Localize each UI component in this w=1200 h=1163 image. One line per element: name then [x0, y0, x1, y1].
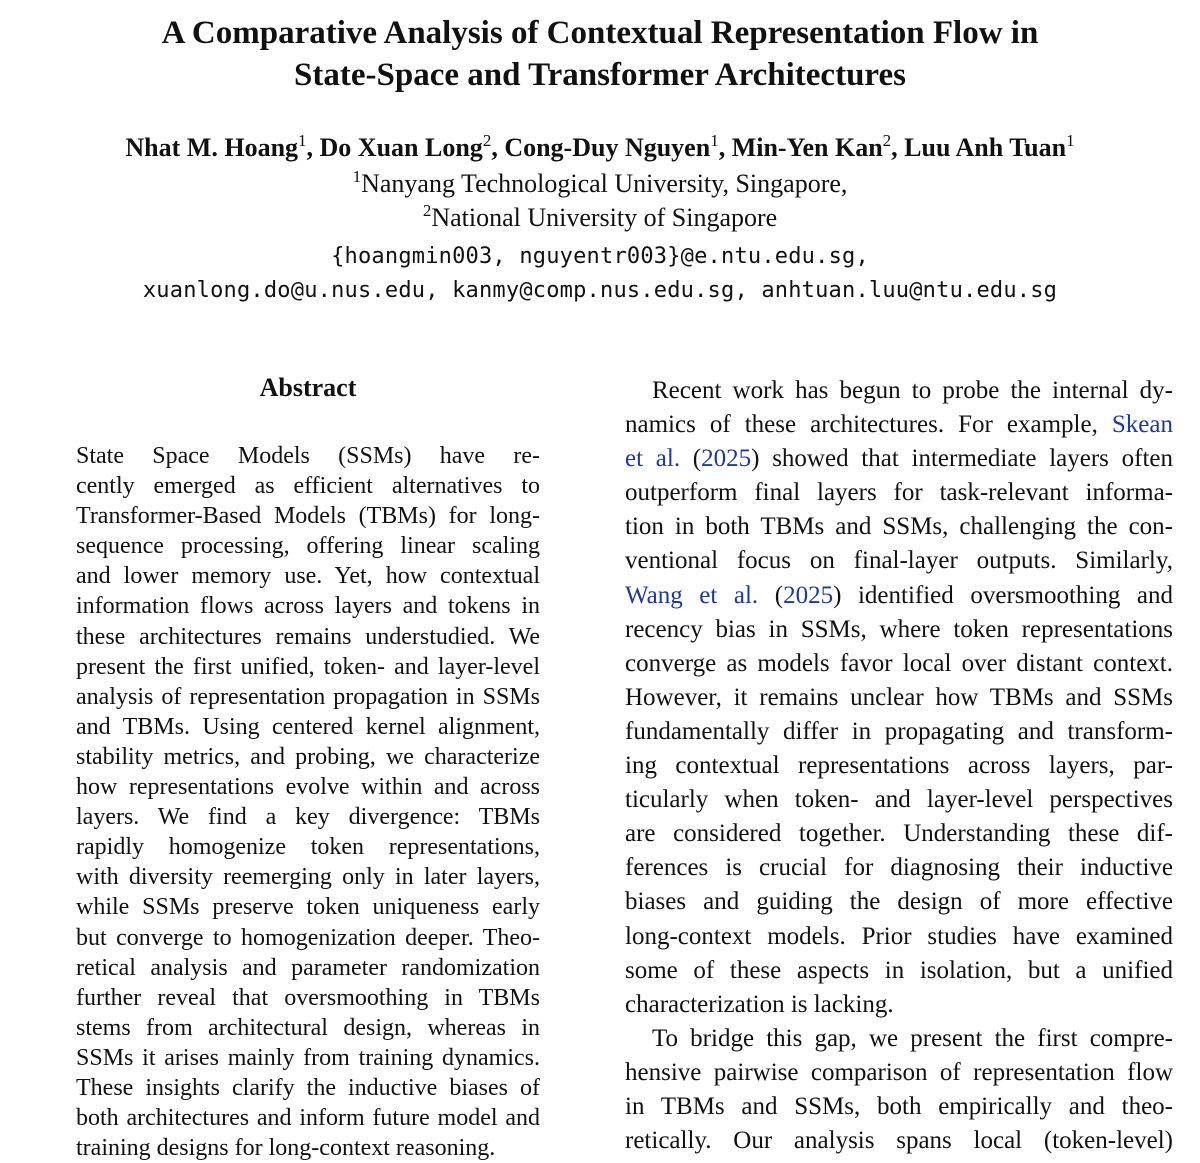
abstract-line: how representations evolve within and across — [76, 774, 540, 801]
citation-year-link[interactable]: 2025 — [783, 581, 834, 609]
text-line: some of these aspects in isolation, but a unified — [625, 956, 1173, 984]
abstract-line: present the first unified, token- and layer-level — [76, 653, 540, 680]
text-line: fundamentally differ in propagating and transform- — [625, 717, 1173, 745]
abstract-line: rapidly homogenize token representations, — [76, 834, 540, 861]
abstract-line: and TBMs. Using centered kernel alignment, — [76, 713, 540, 740]
text-line: recency bias in SSMs, where token representations — [625, 615, 1173, 643]
text-line: However, it remains unclear how TBMs and SSMs — [625, 683, 1173, 711]
author-name: Min-Yen Kan — [731, 133, 883, 162]
abstract-line: cently emerged as efficient alternatives to — [76, 473, 540, 500]
abstract-line: both architectures and inform future model and — [76, 1105, 540, 1132]
author-affil-mark: 1 — [710, 131, 719, 150]
title-line-1: A Comparative Analysis of Contextual Representation Flow in — [161, 15, 1039, 51]
abstract-line: These insights clarify the inductive biases of — [76, 1074, 540, 1101]
abstract-body — [76, 441, 540, 1163]
paper-title — [0, 12, 1200, 96]
author-list: Nhat M. Hoang$^1$, Do Xuan Long$^2$, Cong-Duy Nguyen$^1$, Min-Yen Kan$^2$, Luu Anh Tuan$^1$ — [125, 131, 1075, 162]
text-line: in TBMs and SSMs, both empirically and theo- — [625, 1092, 1173, 1120]
abstract-line: Transformer-Based Models (TBMs) for long- — [76, 503, 540, 530]
author-name: Luu Anh Tuan — [904, 133, 1067, 162]
author-affil-mark: 2 — [882, 131, 892, 150]
text-line: tion in both TBMs and SSMs, challenging the con- — [625, 513, 1173, 541]
abstract-line: while SSMs preserve token uniqueness early — [76, 894, 540, 921]
text-line: outperform final layers for task-relevant informa- — [625, 479, 1173, 507]
author-affil-mark: 1 — [298, 131, 307, 150]
text-line: et al. (2025) showed that intermediate layers often — [625, 445, 1173, 473]
text-line: hensive pairwise comparison of representation flow — [625, 1058, 1173, 1086]
citation-link[interactable]: Skean — [1111, 411, 1173, 439]
text-line: long-context models. Prior studies have examined — [625, 922, 1173, 950]
abstract-line: stability metrics, and probing, we characterize — [76, 743, 540, 770]
abstract-line: information flows across layers and tokens in — [76, 593, 540, 620]
author-name: Nhat M. Hoang — [125, 133, 299, 162]
abstract-line: training designs for long-context reasoning. — [76, 1135, 496, 1162]
text-line: biases and guiding the design of more effective — [625, 888, 1173, 916]
abstract-line: analysis of representation propagation in SSMs — [76, 683, 540, 710]
abstract-line: with diversity reemerging only in later layers, — [76, 864, 540, 891]
abstract-line: SSMs it arises mainly from training dynamics. — [76, 1044, 540, 1071]
text-line: ferences is crucial for diagnosing their inductive — [625, 854, 1173, 882]
text-line: characterization is lacking. — [625, 990, 894, 1018]
citation-link[interactable]: Wang et al. — [625, 581, 759, 609]
email-line-2: xuanlong.do@u.nus.edu, kanmy@comp.nus.edu.sg, anhtuan.luu@ntu.edu.sg — [142, 278, 1058, 303]
text-line: ing contextual representations across layers, par- — [625, 752, 1173, 780]
text-line: Recent work has begun to probe the internal dy- — [652, 377, 1173, 404]
author-affil-mark: 2 — [482, 131, 492, 150]
text-line: To bridge this gap, we present the first compre- — [652, 1024, 1173, 1052]
text-line: are considered together. Understanding these dif- — [625, 820, 1173, 848]
text-line: ticularly when token- and layer-level perspectives — [625, 786, 1173, 814]
text-line: retically. Our analysis spans local (token-level) — [625, 1127, 1173, 1155]
abstract-line: but converge to homogenization deeper. Theo- — [76, 924, 540, 951]
abstract-line: retical analysis and parameter randomization — [76, 954, 540, 981]
text-line: ventional focus on final-layer outputs. Similarly, — [625, 547, 1173, 575]
abstract-line: these architectures remains understudied. We — [76, 623, 540, 650]
affiliation-2: $^2$National University of Singapore — [422, 201, 778, 232]
abstract-line: further reveal that oversmoothing in TBMs — [76, 984, 540, 1011]
abstract-line: and lower memory use. Yet, how contextual — [76, 563, 540, 590]
abstract-line: State Space Models (SSMs) have re- — [76, 443, 540, 469]
author-affil-mark: 1 — [1066, 131, 1075, 150]
citation-link[interactable]: et al. — [625, 445, 681, 473]
abstract-line: stems from architectural design, whereas in — [76, 1014, 540, 1041]
affiliation-1: $^1$Nanyang Technological University, Singapore, — [352, 167, 848, 198]
abstract-line: sequence processing, offering linear scaling — [76, 533, 540, 560]
abstract-heading: Abstract — [259, 373, 357, 402]
abstract-line: layers. We find a key divergence: TBMs — [76, 804, 540, 831]
text-line: converge as models favor local over distant context. — [625, 649, 1173, 677]
intro-body — [625, 374, 1173, 1158]
text-line: namics of these architectures. For example, Skean — [625, 411, 1173, 439]
email-line-1: {hoangmin003, nguyentr003}@e.ntu.edu.sg, — [331, 244, 869, 269]
text-line: Wang et al. (2025) identified oversmoothing and — [625, 581, 1174, 609]
citation-year-link[interactable]: 2025 — [701, 445, 752, 473]
title-line-2: State-Space and Transformer Architectures — [294, 57, 906, 93]
author-name: Do Xuan Long — [319, 133, 483, 162]
author-name: Cong-Duy Nguyen — [504, 133, 711, 162]
